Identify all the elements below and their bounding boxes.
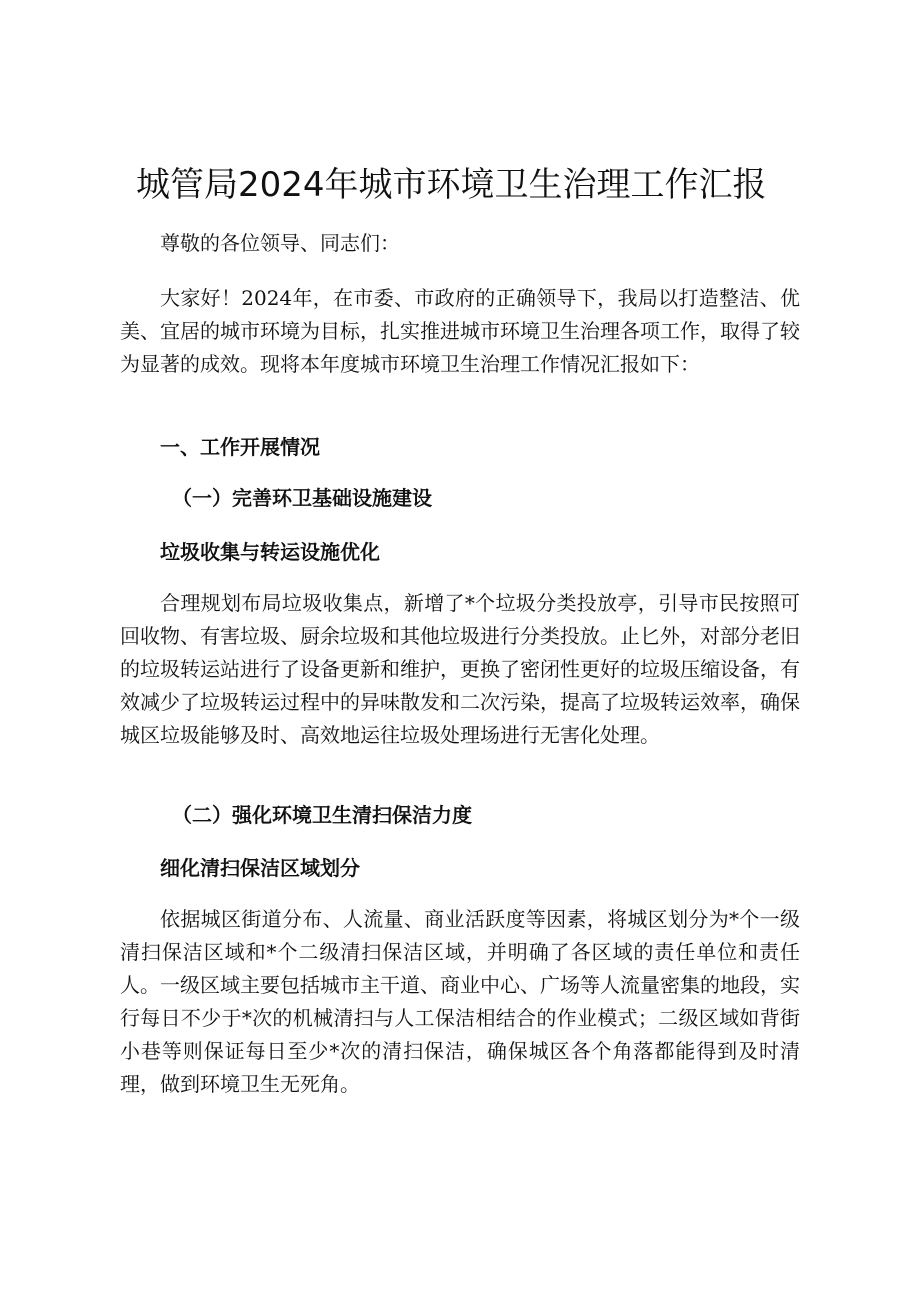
subsection-heading-cleaning: （二）强化环境卫生清扫保洁力度 bbox=[172, 803, 472, 827]
topic-heading-cleaning-zones: 细化清扫保洁区域划分 bbox=[160, 856, 360, 880]
salutation: 尊敬的各位领导、同志们： bbox=[160, 231, 400, 255]
cleaning-zones-paragraph: 依据城区街道分布、人流量、商业活跃度等因素，将城区划分为*个一级清扫保洁区域和*个二级清扫保洁区域，并明确了各区域的责任单位和责任人。一级区域主要包括城市主干道、商业中心、广场等人流量密集的地段，实行每日不少于*次的机械清扫与人工保洁相结合的作业模式；二级区域如背街小巷等则保证每日至少*次的清扫保洁，确保城区各个角落都能得到及时清理，做到环境卫生无死角。 bbox=[120, 907, 800, 1096]
section-heading-work-progress: 一、工作开展情况 bbox=[160, 435, 320, 459]
garbage-facilities-paragraph: 合理规划布局垃圾收集点，新增了*个垃圾分类投放亭，引导市民按照可回收物、有害垃圾、厨余垃圾和其他垃圾进行分类投放。止匕外，对部分老旧的垃圾转运站进行了设备更新和维护，更换了密闭性更好的垃圾压缩设备，有效减少了垃圾转运过程中的异味散发和二次污染，提高了垃圾转运效率，确保城区垃圾能够及时、高效地运往垃圾处理场进行无害化处理。 bbox=[120, 591, 800, 747]
topic-heading-garbage-facilities: 垃圾收集与转运设施优化 bbox=[160, 540, 380, 564]
intro-paragraph: 大家好！2024年，在市委、市政府的正确领导下，我局以打造整洁、优美、宜居的城市环境为目标，扎实推进城市环境卫生治理各项工作，取得了较为显著的成效。现将本年度城市环境卫生治理工作情况汇报如下： bbox=[120, 286, 800, 376]
document-title: 城管局2024年城市环境卫生治理工作汇报 bbox=[136, 165, 767, 205]
subsection-heading-infrastructure: （一）完善环卫基础设施建设 bbox=[172, 486, 432, 510]
